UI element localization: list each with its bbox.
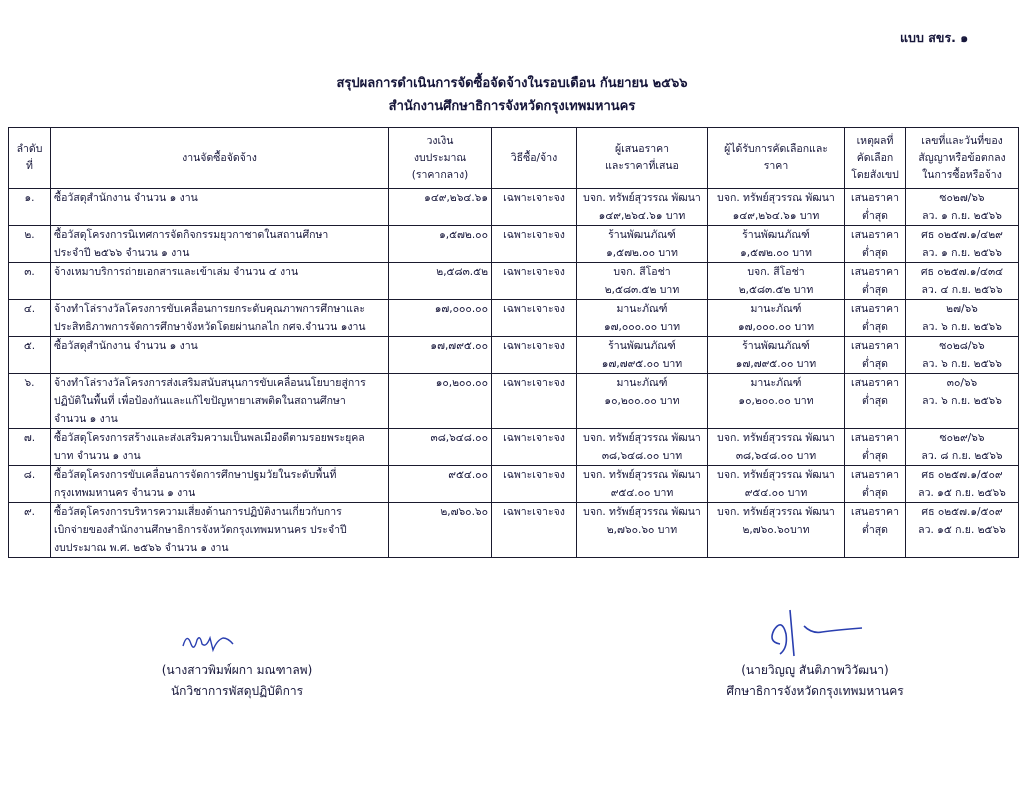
header-reason-line: โดยสังเขป xyxy=(851,168,899,181)
cell-reason-line: ต่ำสุด xyxy=(862,395,888,407)
cell-bidder-line: ๑,๕๗๒.๐๐ บาท xyxy=(606,247,678,259)
cell-winner-line: ๓๘,๖๔๘.๐๐ บาท xyxy=(735,450,817,462)
table-row xyxy=(9,300,1019,337)
cell-bidder xyxy=(577,374,708,429)
cell-work-line: ซื้อวัสดุโครงการสร้างและส่งเสริมความเป็นพลเมืองดีตามรอยพระยุคล xyxy=(54,432,365,444)
cell-budget: ๒,๗๖๐.๖๐ xyxy=(389,503,492,558)
cell-method: เฉพาะเจาะจง xyxy=(492,226,577,263)
cell-budget: ๙๕๔.๐๐ xyxy=(389,466,492,503)
header-budget-line: งบประมาณ xyxy=(413,151,467,164)
cell-bidder xyxy=(577,300,708,337)
cell-work-line: กรุงเทพมหานคร จำนวน ๑ งาน xyxy=(54,487,196,499)
cell-work xyxy=(51,189,389,226)
header-bidders xyxy=(577,128,708,189)
cell-work-line: บาท จำนวน ๑ งาน xyxy=(54,450,141,462)
table-row xyxy=(9,189,1019,226)
cell-no: ๓. xyxy=(9,263,51,300)
cell-no: ๙. xyxy=(9,503,51,558)
right-signature-block xyxy=(690,638,940,702)
cell-winner-line: ๑๗,๗๙๕.๐๐ บาท xyxy=(735,358,817,370)
office-name: สำนักงานศึกษาธิการจังหวัดกรุงเทพมหานคร xyxy=(388,99,636,114)
cell-method: เฉพาะเจาะจง xyxy=(492,189,577,226)
cell-method: เฉพาะเจาะจง xyxy=(492,503,577,558)
cell-winner xyxy=(708,189,845,226)
cell-contract xyxy=(906,226,1019,263)
cell-work-line: ซื้อวัสดุโครงการบริหารความเสี่ยงด้านการปฏิบัติงานเกี่ยวกับการ xyxy=(54,506,342,518)
cell-budget: ๑๔๙,๒๖๔.๖๑ xyxy=(389,189,492,226)
cell-reason xyxy=(845,429,906,466)
cell-reason-line: ต่ำสุด xyxy=(862,321,888,333)
cell-winner xyxy=(708,263,845,300)
cell-contract-line: ศธ ๐๒๕๗.๑/๕๐๙ xyxy=(921,506,1003,518)
table-body xyxy=(9,189,1019,558)
cell-contract-line: ซ๐๒๗/๖๖ xyxy=(939,192,985,204)
cell-bidder-line: ๑๔๙,๒๖๔.๖๑ บาท xyxy=(598,210,686,222)
header-no xyxy=(9,128,51,189)
header-method-line: วิธีซื้อ/จ้าง xyxy=(510,151,558,164)
cell-winner xyxy=(708,226,845,263)
cell-contract xyxy=(906,429,1019,466)
cell-winner xyxy=(708,466,845,503)
cell-contract-line: ศธ ๐๒๕๗.๑/๔๒๙ xyxy=(921,229,1003,241)
document-title: สรุปผลการดำเนินการจัดซื้อจัดจ้างในรอบเดือน กันยายน ๒๕๖๖ xyxy=(336,76,688,91)
cell-contract-line: ลว. ๖ ก.ย. ๒๕๖๖ xyxy=(922,395,1002,407)
cell-work xyxy=(51,337,389,374)
cell-work-line: ประสิทธิภาพการจัดการศึกษาจังหวัดโดยผ่านกลไก กศจ.จำนวน ๑งาน xyxy=(54,321,366,333)
header-no-line: ที่ xyxy=(26,160,33,172)
cell-work-line: ปฏิบัติในพื้นที่ เพื่อป้องกันและแก้ไขปัญหายาเสพติดในสถานศึกษา xyxy=(54,395,346,407)
cell-bidder-line: บจก. สีโอช่า xyxy=(613,266,671,278)
right-signer-position: ศึกษาธิการจังหวัดกรุงเทพมหานคร xyxy=(726,684,904,698)
table-row xyxy=(9,263,1019,300)
cell-reason-line: เสนอราคา xyxy=(851,229,899,241)
cell-budget: ๓๘,๖๔๘.๐๐ xyxy=(389,429,492,466)
cell-bidder xyxy=(577,503,708,558)
cell-contract-line: ลว. ๑ ก.ย. ๒๕๖๖ xyxy=(922,210,1002,222)
cell-winner-line: บจก. ทรัพย์สุวรรณ พัฒนา xyxy=(717,192,835,204)
cell-winner-line: บจก. ทรัพย์สุวรรณ พัฒนา xyxy=(717,432,835,444)
cell-no: ๑. xyxy=(9,189,51,226)
cell-method: เฉพาะเจาะจง xyxy=(492,337,577,374)
cell-work-line: ประจำปี ๒๕๖๖ จำนวน ๑ งาน xyxy=(54,247,190,259)
cell-winner xyxy=(708,300,845,337)
cell-work xyxy=(51,374,389,429)
cell-winner-line: ๑๔๙,๒๖๔.๖๑ บาท xyxy=(732,210,820,222)
cell-bidder-line: ๙๕๔.๐๐ บาท xyxy=(610,487,674,499)
cell-reason xyxy=(845,263,906,300)
table-header xyxy=(9,128,1019,189)
header-contract-line: สัญญาหรือข้อตกลง xyxy=(918,151,1006,164)
cell-work xyxy=(51,263,389,300)
cell-reason-line: เสนอราคา xyxy=(851,266,899,278)
cell-winner-line: มานะภัณฑ์ xyxy=(750,303,802,315)
header-contract-line: เลขที่และวันที่ของ xyxy=(921,134,1003,147)
cell-reason xyxy=(845,466,906,503)
cell-bidder-line: ๑๗,๗๙๕.๐๐ บาท xyxy=(601,358,683,370)
table-row xyxy=(9,374,1019,429)
cell-reason-line: เสนอราคา xyxy=(851,506,899,518)
cell-winner-line: ๑๗,๐๐๐.๐๐ บาท xyxy=(737,321,815,333)
cell-winner xyxy=(708,337,845,374)
table-row xyxy=(9,337,1019,374)
procurement-table xyxy=(8,127,1019,558)
cell-bidder xyxy=(577,226,708,263)
cell-reason-line: ต่ำสุด xyxy=(862,524,888,536)
cell-reason-line: เสนอราคา xyxy=(851,192,899,204)
cell-reason xyxy=(845,189,906,226)
cell-contract-line: ๓๐/๖๖ xyxy=(946,377,978,389)
cell-reason-line: ต่ำสุด xyxy=(862,247,888,259)
form-code: แบบ สขร. ๑ xyxy=(900,30,969,45)
header-work-line: งานจัดซื้อจัดจ้าง xyxy=(182,151,257,164)
cell-contract xyxy=(906,503,1019,558)
cell-reason xyxy=(845,226,906,263)
cell-contract-line: ลว. ๑๕ ก.ย. ๒๕๖๖ xyxy=(918,487,1006,499)
cell-contract-line: ซ๐๒๘/๖๖ xyxy=(939,340,985,352)
cell-reason-line: เสนอราคา xyxy=(851,432,899,444)
cell-method: เฉพาะเจาะจง xyxy=(492,429,577,466)
header-method xyxy=(492,128,577,189)
header-budget-line: (ราคากลาง) xyxy=(411,168,469,181)
cell-work-line: ซื้อวัสดุสำนักงาน จำนวน ๑ งาน xyxy=(54,340,198,352)
left-signature-block xyxy=(112,638,362,702)
cell-contract-line: ลว. ๔ ก.ย. ๒๕๖๖ xyxy=(921,284,1003,296)
cell-bidder-line: ร้านพัฒนภัณฑ์ xyxy=(608,229,676,241)
cell-budget: ๒,๕๘๓.๕๒ xyxy=(389,263,492,300)
cell-winner xyxy=(708,429,845,466)
cell-reason-line: เสนอราคา xyxy=(851,377,899,389)
cell-winner xyxy=(708,374,845,429)
cell-reason-line: ต่ำสุด xyxy=(862,210,888,222)
header-reason-line: เหตุผลที่ xyxy=(856,134,894,147)
cell-contract-line: ลว. ๖ ก.ย. ๒๕๖๖ xyxy=(922,321,1002,333)
cell-contract xyxy=(906,300,1019,337)
cell-bidder xyxy=(577,189,708,226)
cell-method: เฉพาะเจาะจง xyxy=(492,300,577,337)
cell-contract xyxy=(906,374,1019,429)
cell-method: เฉพาะเจาะจง xyxy=(492,263,577,300)
cell-work-line: ซื้อวัสดุสำนักงาน จำนวน ๑ งาน xyxy=(54,192,198,204)
left-signer-position: นักวิชาการพัสดุปฏิบัติการ xyxy=(170,684,304,698)
cell-winner-line: ๒,๗๖๐.๖๐บาท xyxy=(742,524,810,536)
cell-budget: ๑,๕๗๒.๐๐ xyxy=(389,226,492,263)
cell-contract-line: ๒๗/๖๖ xyxy=(946,303,978,315)
cell-contract xyxy=(906,263,1019,300)
cell-contract xyxy=(906,189,1019,226)
header-contract-line: ในการซื้อหรือจ้าง xyxy=(922,168,1002,181)
cell-work xyxy=(51,503,389,558)
cell-bidder-line: บจก. ทรัพย์สุวรรณ พัฒนา xyxy=(583,506,701,518)
right-signer-name: (นายวิญญู สันติภาพวิวัฒนา) xyxy=(741,663,889,677)
cell-method: เฉพาะเจาะจง xyxy=(492,374,577,429)
cell-contract xyxy=(906,337,1019,374)
cell-bidder-line: บจก. ทรัพย์สุวรรณ พัฒนา xyxy=(583,432,701,444)
cell-bidder-line: ๓๘,๖๔๘.๐๐ บาท xyxy=(601,450,683,462)
cell-work-line: ซื้อวัสดุโครงการนิเทศการจัดกิจกรรมยุวกาชาดในสถานศึกษา xyxy=(54,229,329,241)
cell-reason xyxy=(845,374,906,429)
cell-budget: ๑๐,๒๐๐.๐๐ xyxy=(389,374,492,429)
cell-work xyxy=(51,466,389,503)
cell-contract-line: ศธ ๐๒๕๗.๑/๔๓๔ xyxy=(920,266,1004,278)
cell-reason xyxy=(845,337,906,374)
cell-reason-line: ต่ำสุด xyxy=(862,450,888,462)
cell-reason-line: ต่ำสุด xyxy=(862,358,888,370)
header-bidders-line: ผู้เสนอราคา xyxy=(614,143,670,155)
cell-contract-line: ซ๐๒๙/๖๖ xyxy=(939,432,985,444)
cell-reason-line: ต่ำสุด xyxy=(862,487,888,499)
cell-winner-line: ร้านพัฒนภัณฑ์ xyxy=(742,229,810,241)
table-row xyxy=(9,429,1019,466)
cell-budget: ๑๗,๗๙๕.๐๐ xyxy=(389,337,492,374)
cell-method: เฉพาะเจาะจง xyxy=(492,466,577,503)
cell-bidder xyxy=(577,263,708,300)
cell-bidder-line: ๒,๗๖๐.๖๐ บาท xyxy=(606,524,678,536)
cell-contract-line: ลว. ๑ ก.ย. ๒๕๖๖ xyxy=(922,247,1002,259)
header-budget-line: วงเงิน xyxy=(426,134,454,147)
cell-bidder-line: ๑๗,๐๐๐.๐๐ บาท xyxy=(603,321,681,333)
cell-bidder-line: ๑๐,๒๐๐.๐๐ บาท xyxy=(604,395,680,407)
cell-bidder xyxy=(577,466,708,503)
cell-bidder-line: ร้านพัฒนภัณฑ์ xyxy=(608,340,676,352)
cell-winner-line: ๒,๕๘๓.๕๒ บาท xyxy=(738,284,814,296)
header-winner-line: ผู้ได้รับการคัดเลือกและ xyxy=(724,143,828,155)
cell-work-line: จ้างทำโล่รางวัลโครงการขับเคลื่อนการยกระดับคุณภาพการศึกษาและ xyxy=(54,303,366,315)
cell-reason-line: เสนอราคา xyxy=(851,340,899,352)
cell-work-line: ซื้อวัสดุโครงการขับเคลื่อนการจัดการศึกษาปฐมวัยในระดับพื้นที่ xyxy=(54,469,337,481)
header-no-line: ลำดับ xyxy=(16,143,43,155)
cell-bidder-line: บจก. ทรัพย์สุวรรณ พัฒนา xyxy=(583,192,701,204)
cell-work-line: เบิกจ่ายของสำนักงานศึกษาธิการจังหวัดกรุงเทพมหานคร ประจำปี xyxy=(54,524,347,536)
header-work xyxy=(51,128,389,189)
cell-work-line: จำนวน ๑ งาน xyxy=(54,413,118,425)
cell-winner-line: ร้านพัฒนภัณฑ์ xyxy=(742,340,810,352)
cell-winner-line: บจก. ทรัพย์สุวรรณ พัฒนา xyxy=(717,469,835,481)
cell-no: ๘. xyxy=(9,466,51,503)
cell-reason xyxy=(845,503,906,558)
cell-no: ๗. xyxy=(9,429,51,466)
table-row xyxy=(9,226,1019,263)
header-reason xyxy=(845,128,906,189)
cell-reason-line: เสนอราคา xyxy=(851,469,899,481)
cell-work xyxy=(51,429,389,466)
cell-bidder-line: มานะภัณฑ์ xyxy=(616,303,668,315)
cell-bidder xyxy=(577,429,708,466)
cell-winner-line: ๙๕๔.๐๐ บาท xyxy=(744,487,808,499)
cell-bidder-line: บจก. ทรัพย์สุวรรณ พัฒนา xyxy=(583,469,701,481)
header-contract xyxy=(906,128,1019,189)
cell-bidder-line: มานะภัณฑ์ xyxy=(616,377,668,389)
cell-budget: ๑๗,๐๐๐.๐๐ xyxy=(389,300,492,337)
cell-reason-line: ต่ำสุด xyxy=(862,284,888,296)
cell-winner-line: ๑๐,๒๐๐.๐๐ บาท xyxy=(738,395,814,407)
cell-bidder-line: ๒,๕๘๓.๕๒ บาท xyxy=(604,284,680,296)
cell-no: ๔. xyxy=(9,300,51,337)
cell-work-line: จ้างทำโล่รางวัลโครงการส่งเสริมสนับสนุนการขับเคลื่อนนโยบายสู่การ xyxy=(54,377,366,389)
cell-no: ๖. xyxy=(9,374,51,429)
table-row xyxy=(9,503,1019,558)
table-row xyxy=(9,466,1019,503)
cell-bidder xyxy=(577,337,708,374)
header-winner xyxy=(708,128,845,189)
cell-no: ๒. xyxy=(9,226,51,263)
cell-winner-line: บจก. สีโอช่า xyxy=(747,266,805,278)
cell-work-line: จ้างเหมาบริการถ่ายเอกสารและเข้าเล่ม จำนวน ๔ งาน xyxy=(54,266,299,278)
cell-winner xyxy=(708,503,845,558)
cell-reason xyxy=(845,300,906,337)
header-winner-line: ราคา xyxy=(763,160,789,172)
cell-contract-line: ลว. ๖ ก.ย. ๒๕๖๖ xyxy=(922,358,1002,370)
cell-winner-line: บจก. ทรัพย์สุวรรณ พัฒนา xyxy=(717,506,835,518)
cell-work xyxy=(51,226,389,263)
header-reason-line: คัดเลือก xyxy=(856,151,894,164)
cell-contract-line: ลว. ๘ ก.ย. ๒๕๖๖ xyxy=(921,450,1003,462)
cell-no: ๕. xyxy=(9,337,51,374)
cell-contract-line: ศธ ๐๒๕๗.๑/๕๐๙ xyxy=(921,469,1003,481)
left-signer-name: (นางสาวพิมพ์ผกา มณฑาลพ) xyxy=(161,663,313,677)
cell-winner-line: มานะภัณฑ์ xyxy=(750,377,802,389)
cell-contract xyxy=(906,466,1019,503)
cell-work-line: งบประมาณ พ.ศ. ๒๕๖๖ จำนวน ๑ งาน xyxy=(54,542,229,554)
cell-work xyxy=(51,300,389,337)
cell-contract-line: ลว. ๑๕ ก.ย. ๒๕๖๖ xyxy=(918,524,1006,536)
header-bidders-line: และราคาที่เสนอ xyxy=(605,160,679,172)
cell-winner-line: ๑,๕๗๒.๐๐ บาท xyxy=(740,247,812,259)
cell-reason-line: เสนอราคา xyxy=(851,303,899,315)
header-budget xyxy=(389,128,492,189)
